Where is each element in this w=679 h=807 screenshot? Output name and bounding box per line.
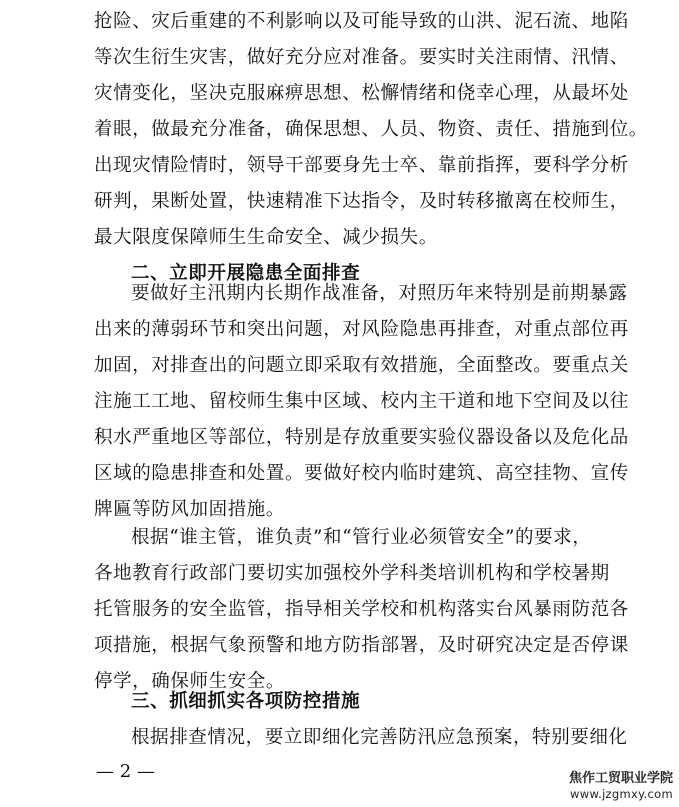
watermark-url: www.jzgmxy.com <box>570 787 673 801</box>
paragraph-line: 根据“谁主管，谁负责”和“管行业必须管安全”的要求， <box>131 527 592 548</box>
site-watermark <box>569 771 673 802</box>
paragraph-line: 根据排查情况，要立即细化完善防汛应急预案，特别要细化 <box>131 727 628 748</box>
section-heading: 二、立即开展隐患全面排查 <box>131 263 361 284</box>
paragraph-line: 等次生衍生灾害，做好充分应对准备。要实时关注雨情、汛情、 <box>94 47 629 68</box>
paragraph-line: 项措施，根据气象预警和地方防指部署，及时研究决定是否停课 <box>94 635 629 656</box>
paragraph-line: 研判，果断处置，快速精准下达指令，及时转移撤离在校师生， <box>94 191 629 212</box>
paragraph-line: 积水严重地区等部位，特别是存放重要实验仪器设备以及危化品 <box>94 427 629 448</box>
paragraph-line: 出来的薄弱环节和突出问题，对风险隐患再排查，对重点部位再 <box>94 319 629 340</box>
paragraph-line: 着眼，做最充分准备，确保思想、人员、物资、责任、措施到位。 <box>94 119 648 140</box>
section-heading: 三、抓细抓实各项防控措施 <box>131 691 361 712</box>
paragraph-line: 灾情变化，坚决克服麻痹思想、松懈情绪和侥幸心理，从最坏处 <box>94 83 629 104</box>
paragraph-line: 抢险、灾后重建的不利影响以及可能导致的山洪、泥石流、地陷 <box>94 11 629 32</box>
paragraph-line: 停学，确保师生安全。 <box>94 671 286 692</box>
paragraph-line: 牌匾等防风加固措施。 <box>94 499 286 520</box>
paragraph-line: 区域的隐患排查和处置。要做好校内临时建筑、高空挂物、宣传 <box>94 463 629 484</box>
watermark-name: 焦作工贸职业学院 <box>568 771 673 786</box>
page-number: — 2 — <box>96 761 155 782</box>
paragraph-line: 各地教育行政部门要切实加强校外学科类培训机构和学校暑期 <box>94 563 610 584</box>
paragraph-line: 最大限度保障师生生命安全、减少损失。 <box>94 227 438 248</box>
paragraph-line: 要做好主汛期内长期作战准备，对照历年来特别是前期暴露 <box>131 283 628 304</box>
paragraph-line: 出现灾情险情时，领导干部要身先士卒、靠前指挥，要科学分析 <box>94 155 629 176</box>
paragraph-line: 注施工工地、留校师生集中区域、校内主干道和地下空间及以往 <box>94 391 629 412</box>
paragraph-line: 加固，对排查出的问题立即采取有效措施，全面整改。要重点关 <box>94 355 629 376</box>
paragraph-line: 托管服务的安全监管，指导相关学校和机构落实台风暴雨防范各 <box>94 599 629 620</box>
